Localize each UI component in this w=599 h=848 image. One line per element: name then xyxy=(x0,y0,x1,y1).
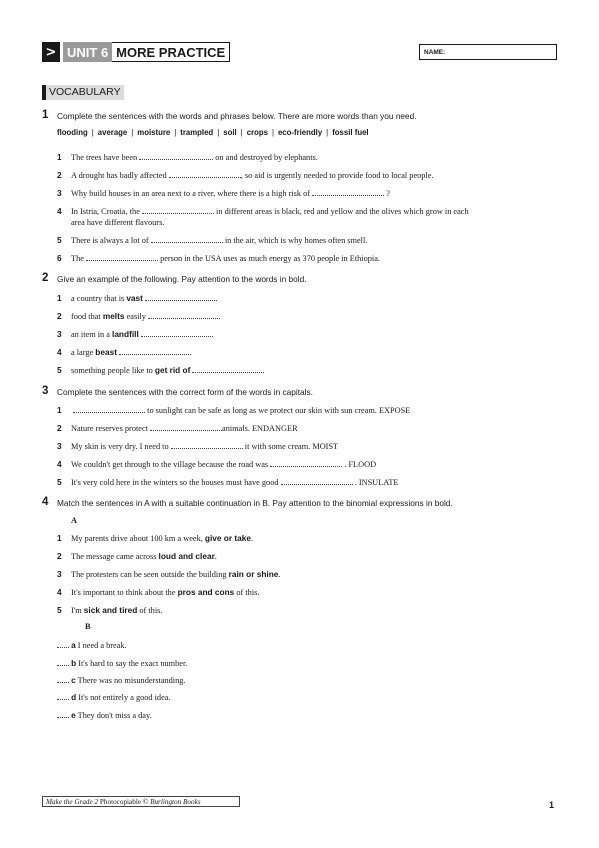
item-text: person in the USA uses as much energy as 370 people in Ethiopia. xyxy=(160,254,380,263)
column-heading-a: A xyxy=(71,516,77,525)
item-text: easily xyxy=(126,312,146,321)
item-number: 1 xyxy=(57,293,62,303)
answer-blank[interactable] xyxy=(171,441,243,449)
item-number: 2 xyxy=(57,170,62,180)
unit-header xyxy=(42,42,230,62)
item-text: We couldn't get through to the village because the road was xyxy=(71,460,269,469)
item-text: on and destroyed by elephants. xyxy=(215,153,318,162)
book-title: Make the Grade 2 xyxy=(46,798,99,806)
capital-word: MOIST xyxy=(312,442,339,451)
list-item xyxy=(57,188,557,199)
item-text: . xyxy=(278,570,281,579)
answer-blank[interactable] xyxy=(119,347,191,355)
answer-blank[interactable] xyxy=(281,477,353,485)
item-number: 4 xyxy=(57,347,62,357)
answer-blank[interactable] xyxy=(57,640,69,648)
item-text: The protesters can be seen outside the building xyxy=(71,570,227,579)
list-item xyxy=(57,569,557,580)
name-label: NAME: xyxy=(424,48,446,56)
item-text: a large xyxy=(71,348,94,357)
answer-blank[interactable] xyxy=(169,170,241,178)
bold-term: pros and cons xyxy=(177,587,235,597)
list-item xyxy=(57,692,557,703)
section-heading xyxy=(42,85,124,100)
item-number: 3 xyxy=(57,569,62,579)
list-item xyxy=(57,441,557,452)
item-text: There was no misunderstanding. xyxy=(77,676,186,685)
item-text: It's hard to say the exact number. xyxy=(78,659,188,668)
publisher-name: Burlington Books xyxy=(150,798,201,806)
name-field[interactable] xyxy=(419,44,557,60)
footer-credit xyxy=(42,796,240,807)
word: fossil fuel xyxy=(332,128,369,137)
item-text: They don't miss a day. xyxy=(77,711,152,720)
list-item xyxy=(57,640,557,651)
answer-blank[interactable] xyxy=(73,405,145,413)
separator: | xyxy=(240,128,243,137)
item-text: of this. xyxy=(139,606,163,615)
answer-blank[interactable] xyxy=(145,293,217,301)
item-number: 5 xyxy=(57,365,62,375)
item-text: It's not entirely a good idea. xyxy=(78,693,171,702)
item-text: In Istria, Croatia, the xyxy=(71,207,140,216)
answer-blank[interactable] xyxy=(57,710,69,718)
answer-blank[interactable] xyxy=(57,675,69,683)
item-number: 3 xyxy=(57,441,62,451)
item-text: a country that is xyxy=(71,294,125,303)
list-item xyxy=(57,235,557,246)
item-text: , so aid is urgently needed to provide food to local people. xyxy=(240,171,434,180)
item-number: 6 xyxy=(57,253,62,263)
word: moisture xyxy=(137,128,171,137)
item-text: I'm xyxy=(71,606,82,615)
answer-blank[interactable] xyxy=(86,253,158,261)
item-text: something people like to xyxy=(71,366,153,375)
item-text: The message came across xyxy=(71,552,157,561)
item-number: 1 xyxy=(57,533,62,543)
exercise-number: 1 xyxy=(42,109,49,121)
separator: | xyxy=(271,128,274,137)
item-number: 4 xyxy=(57,459,62,469)
list-item xyxy=(57,533,557,544)
copyright-text: Photocopiable © xyxy=(99,798,149,806)
item-text: animals. xyxy=(222,424,250,433)
item-text: My skin is very dry. I need to xyxy=(71,442,169,451)
item-text: . xyxy=(251,534,254,543)
bold-term: rain or shine xyxy=(228,569,279,579)
bold-term: melts xyxy=(102,311,125,321)
exercise-instruction: Give an example of the following. Pay attention to the words in bold. xyxy=(57,274,307,284)
item-letter: c xyxy=(71,675,76,685)
capital-word: EXPOSE xyxy=(378,406,411,415)
exercise-number: 4 xyxy=(42,496,49,508)
exercise-instruction: Complete the sentences with the words and phrases below. There are more words than you need. xyxy=(57,111,417,121)
item-letter: b xyxy=(71,658,77,668)
list-item xyxy=(57,329,557,340)
answer-blank[interactable] xyxy=(148,311,220,319)
capital-word: ENDANGER xyxy=(251,424,298,433)
item-text: . xyxy=(344,460,347,469)
answer-blank[interactable] xyxy=(141,329,213,337)
page-number: 1 xyxy=(549,800,555,810)
item-letter: a xyxy=(71,640,76,650)
word: trampled xyxy=(180,128,214,137)
list-item xyxy=(57,365,557,376)
item-text: I need a break. xyxy=(77,641,127,650)
word: average xyxy=(97,128,128,137)
word: soil xyxy=(223,128,237,137)
word: eco-friendly xyxy=(277,128,323,137)
item-text: My parents drive about 100 km a week, xyxy=(71,534,203,543)
item-continuation: area have different flavours. xyxy=(71,218,165,227)
exercise-number: 2 xyxy=(42,272,49,284)
answer-blank[interactable] xyxy=(57,658,69,666)
item-number: 5 xyxy=(57,477,62,487)
word-bank xyxy=(57,128,369,137)
chevron-right-icon: > xyxy=(42,42,60,62)
item-text: food that xyxy=(71,312,101,321)
section-label: VOCABULARY xyxy=(46,85,124,100)
list-item xyxy=(57,170,557,181)
word: crops xyxy=(246,128,268,137)
list-item xyxy=(57,477,557,488)
list-item xyxy=(57,459,557,470)
capital-word: INSULATE xyxy=(358,478,399,487)
column-heading-b: B xyxy=(85,622,91,631)
list-item xyxy=(57,710,557,721)
item-number: 2 xyxy=(57,551,62,561)
word: flooding xyxy=(57,128,88,137)
answer-blank[interactable] xyxy=(57,692,69,700)
bold-term: sick and tired xyxy=(83,605,138,615)
item-text: There is always a lot of xyxy=(71,236,149,245)
item-number: 1 xyxy=(57,405,62,415)
list-item xyxy=(57,658,557,669)
list-item xyxy=(57,253,557,264)
item-number: 3 xyxy=(57,329,62,339)
item-text: The xyxy=(71,254,84,263)
exercise-instruction: Match the sentences in A with a suitable continuation in B. Pay attention to the binomial expressions in bold. xyxy=(57,498,453,508)
item-text: to sunlight can be safe as long as we protect our skin with sun cream. xyxy=(147,406,377,415)
item-text: an item in a xyxy=(71,330,110,339)
separator: | xyxy=(174,128,177,137)
bold-term: beast xyxy=(95,347,117,357)
item-text: A drought has badly affected xyxy=(71,171,167,180)
answer-blank[interactable] xyxy=(142,206,214,214)
item-number: 1 xyxy=(57,152,62,162)
item-text: It's important to think about the xyxy=(71,588,176,597)
item-text: . xyxy=(214,552,217,561)
item-text: Nature reserves protect xyxy=(71,424,148,433)
item-text: in different areas is black, red and yellow and the olives which grow in each xyxy=(216,207,469,216)
item-number: 5 xyxy=(57,605,62,615)
answer-blank[interactable] xyxy=(139,152,213,160)
item-letter: d xyxy=(71,692,77,702)
list-item xyxy=(57,311,557,322)
item-text: ? xyxy=(386,189,390,198)
capital-word: FLOOD xyxy=(348,460,377,469)
answer-blank[interactable] xyxy=(270,459,342,467)
item-text: Why build houses in an area next to a river, where there is a high risk of xyxy=(71,189,311,198)
item-number: 4 xyxy=(57,206,62,216)
item-number: 3 xyxy=(57,188,62,198)
list-item xyxy=(57,405,557,416)
item-text: The trees have been xyxy=(71,153,138,162)
item-number: 5 xyxy=(57,235,62,245)
page-title: MORE PRACTICE xyxy=(112,42,230,62)
bold-term: vast xyxy=(126,293,143,303)
list-item xyxy=(57,675,557,686)
bold-term: loud and clear xyxy=(158,551,215,561)
bold-term: give or take xyxy=(204,533,251,543)
separator: | xyxy=(91,128,94,137)
list-item xyxy=(57,206,557,217)
list-item xyxy=(57,587,557,598)
list-item xyxy=(57,423,557,434)
answer-blank[interactable] xyxy=(192,365,264,373)
item-letter: e xyxy=(71,710,76,720)
answer-blank[interactable] xyxy=(150,423,222,431)
answer-blank[interactable] xyxy=(312,188,384,196)
list-item xyxy=(57,152,557,163)
list-item xyxy=(57,293,557,304)
item-number: 2 xyxy=(57,311,62,321)
answer-blank[interactable] xyxy=(151,235,223,243)
exercise-instruction: Complete the sentences with the correct form of the words in capitals. xyxy=(57,387,313,397)
item-number: 4 xyxy=(57,587,62,597)
unit-label: UNIT 6 xyxy=(63,42,112,62)
bold-term: get rid of xyxy=(154,365,191,375)
item-text: It's very cold here in the winters so the houses must have good xyxy=(71,478,279,487)
separator: | xyxy=(326,128,329,137)
item-text: it with some cream. xyxy=(244,442,311,451)
exercise-number: 3 xyxy=(42,385,49,397)
list-item xyxy=(57,347,557,358)
separator: | xyxy=(217,128,220,137)
list-item xyxy=(57,605,557,616)
item-number: 2 xyxy=(57,423,62,433)
item-text: . xyxy=(354,478,357,487)
bold-term: landfill xyxy=(112,329,139,339)
separator: | xyxy=(131,128,134,137)
item-text: of this. xyxy=(236,588,260,597)
item-text: in the air, which is why homes often smell. xyxy=(224,236,368,245)
list-item xyxy=(57,551,557,562)
